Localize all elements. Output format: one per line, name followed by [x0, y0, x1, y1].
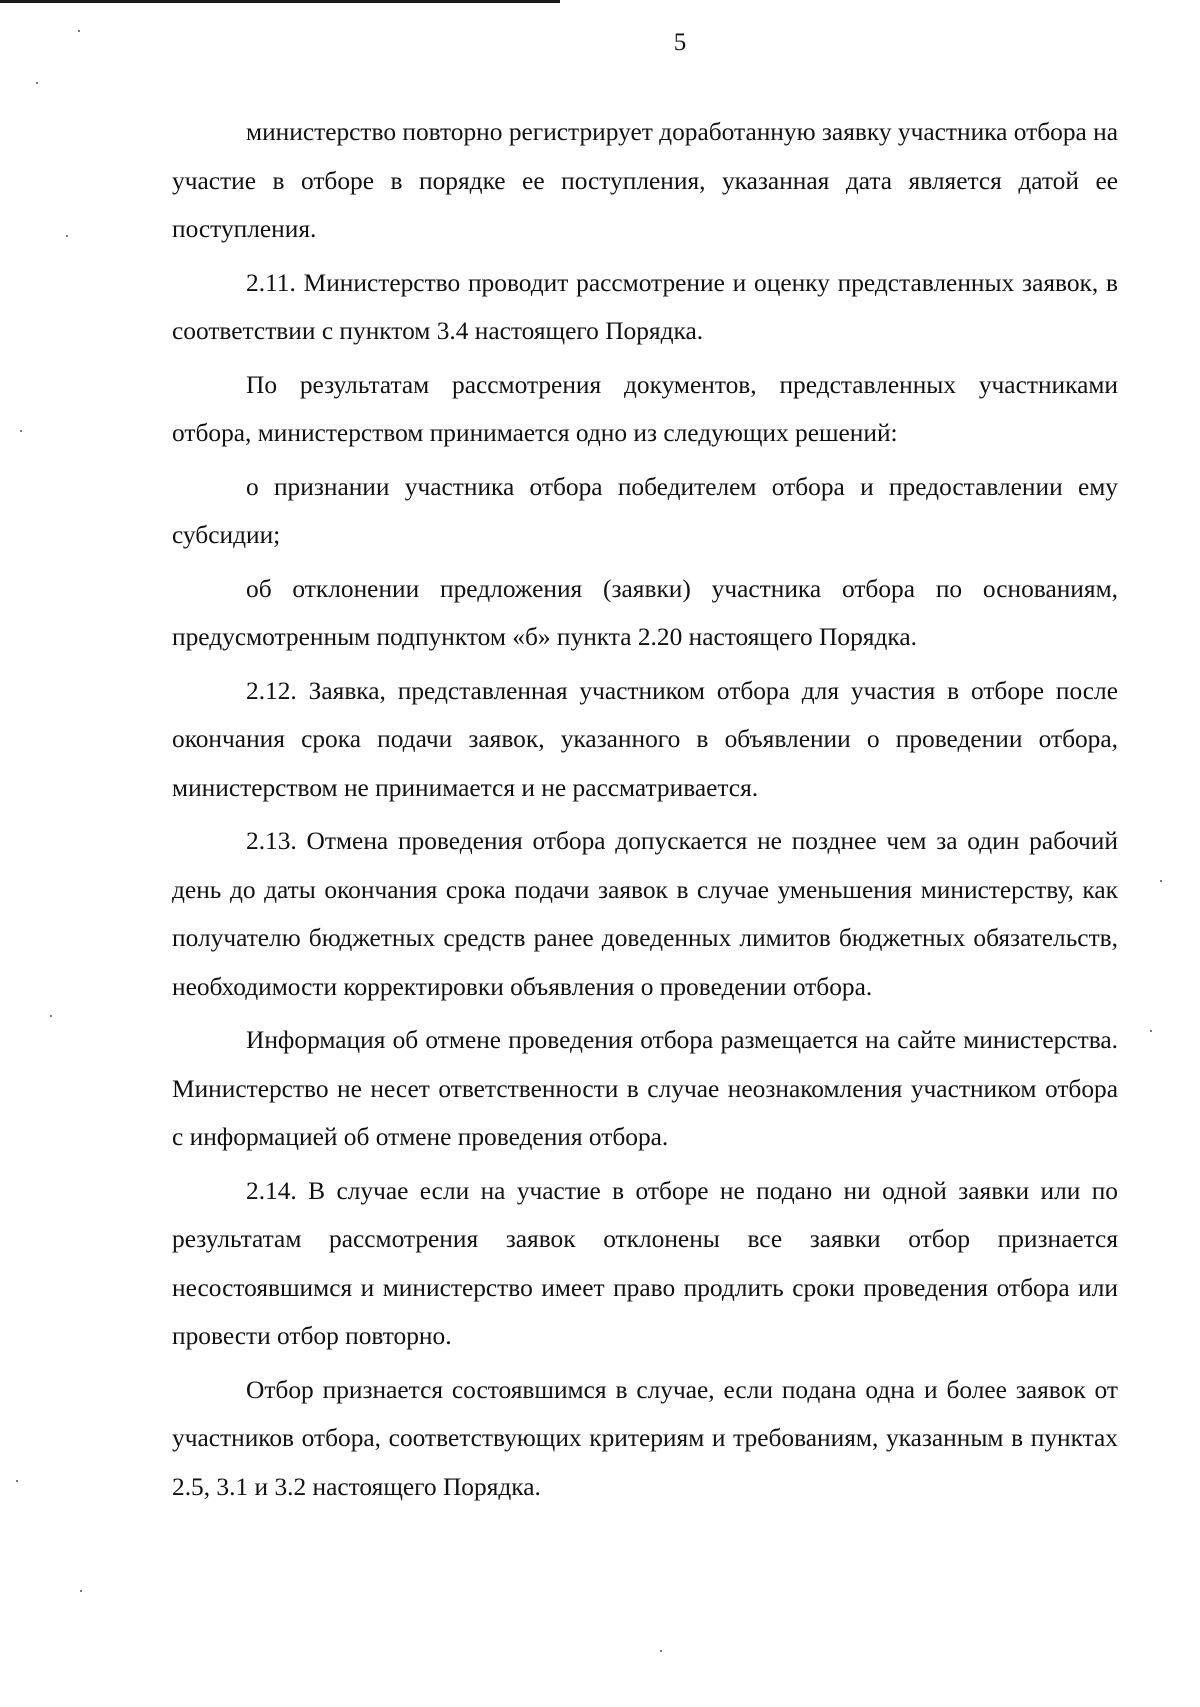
scan-edge-line [0, 0, 560, 3]
paragraph-2-14: 2.14. В случае если на участие в отборе не подано ни одной заявки или по результатам рассмотрения заявок отклонены все заявки отбор признается несостоявшимся и министерство имеет право продлить сроки проведения отбора или провести отбор повторно. [172, 1176, 1118, 1350]
paragraph-selection-valid: Отбор признается состоявшимся в случае, если подана одна и более заявок от участников отбора, соответствующих критериям и требованиям, указанным в пунктах 2.5, 3.1 и 3.2 настоящего Порядка. [172, 1375, 1118, 1501]
scan-speck [16, 1480, 18, 1482]
paragraph-2-13: 2.13. Отмена проведения отбора допускается не позднее чем за один рабочий день до даты окончания срока подачи заявок в случае уменьшения министерству, как получателю бюджетных средств ранее доведенных лимитов бюджетных обязательств, необходимости корректировки объявления о проведении отбора. [172, 827, 1118, 1001]
paragraph-decisions-intro: По результатам рассмотрения документов, представленных участниками отбора, министерством принимается одно из следующих решений: [172, 370, 1118, 447]
scan-speck [66, 235, 68, 237]
page-number: 5 [673, 29, 687, 56]
paragraph-cancel-info: Информация об отмене проведения отбора размещается на сайте министерства. Министерство не несет ответственности в случае неознакомления участником отбора с информацией об отмене проведения отбора. [172, 1026, 1118, 1151]
paragraph-decision-winner: о признании участника отбора победителем отбора и предоставлении ему субсидии; [172, 472, 1118, 549]
scan-speck [660, 1650, 662, 1652]
scan-speck [20, 430, 22, 432]
scan-speck [36, 82, 38, 84]
scan-speck [1160, 880, 1162, 882]
paragraph-registration: министерство повторно регистрирует доработанную заявку участника отбора на участие в отборе в порядке ее поступления, указанная дата является датой ее поступления. [172, 118, 1118, 243]
paragraph-decision-reject: об отклонении предложения (заявки) участника отбора по основаниям, предусмотренным подпунктом «б» пункта 2.20 настоящего Порядка. [172, 574, 1118, 651]
scan-speck [1150, 1030, 1152, 1032]
scan-speck [78, 30, 80, 32]
scan-speck [50, 1015, 52, 1017]
paragraph-2-11: 2.11. Министерство проводит рассмотрение и оценку представленных заявок, в соответствии с пунктом 3.4 настоящего Порядка. [172, 268, 1118, 345]
scan-speck [80, 1590, 82, 1592]
document-body [172, 108, 1118, 1516]
paragraph-2-12: 2.12. Заявка, представленная участником отбора для участия в отборе после окончания срока подачи заявок, указанного в объявлении о проведении отбора, министерством не принимается и не рассматривается. [172, 676, 1118, 802]
